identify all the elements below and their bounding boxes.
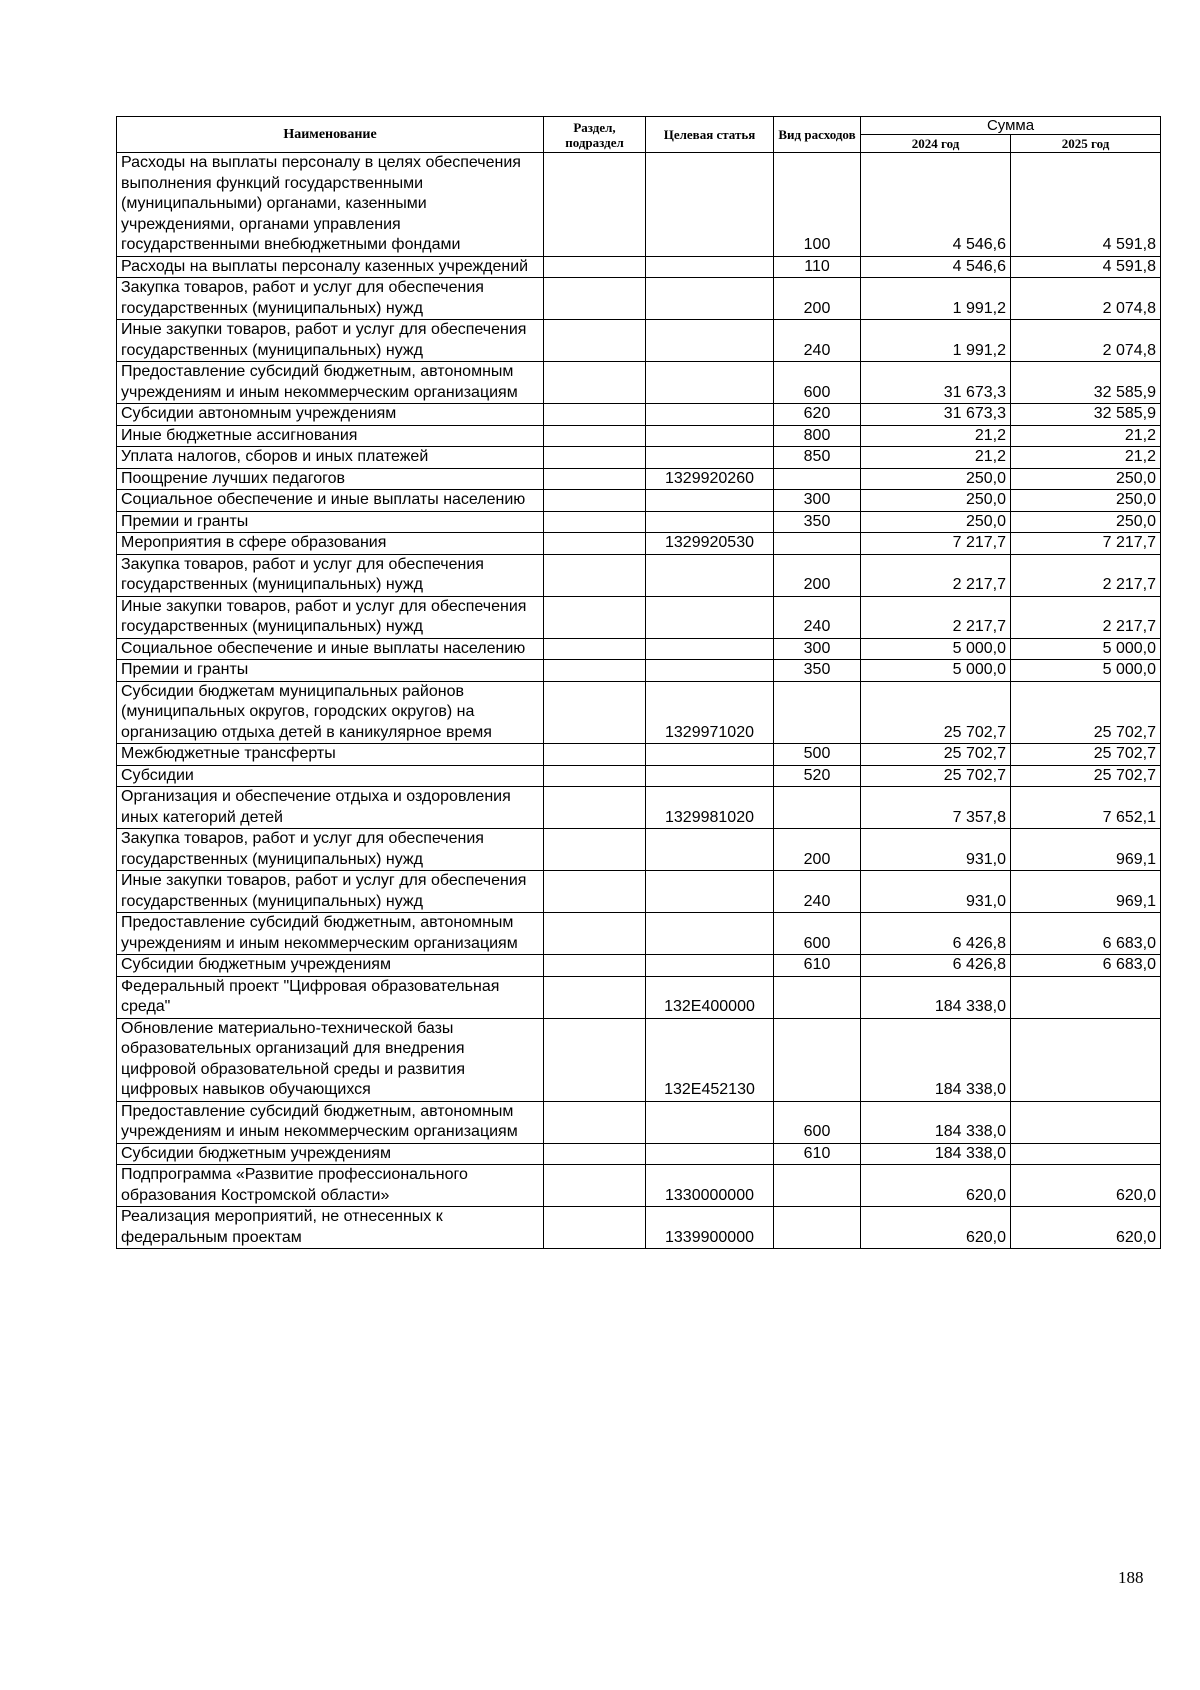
table-row: [117, 468, 1161, 490]
cell-type: 200: [774, 829, 861, 871]
cell-target: 132E400000: [646, 976, 774, 1018]
cell-section: [544, 976, 646, 1018]
cell-target: [646, 638, 774, 660]
cell-name: Субсидии автономным учреждениям: [117, 404, 544, 426]
cell-sum-2024: 7 357,8: [861, 787, 1011, 829]
cell-sum-2024: 4 546,6: [861, 256, 1011, 278]
cell-type: 300: [774, 490, 861, 512]
table-row: [117, 1165, 1161, 1207]
cell-name: Премии и гранты: [117, 511, 544, 533]
table-row: [117, 787, 1161, 829]
cell-type: [774, 681, 861, 744]
budget-table: [116, 116, 1161, 1249]
table-row: [117, 913, 1161, 955]
cell-sum-2025: 6 683,0: [1011, 955, 1161, 977]
header-sum: Сумма: [861, 117, 1161, 135]
table-body: [117, 153, 1161, 1249]
cell-target: [646, 153, 774, 257]
cell-name: Закупка товаров, работ и услуг для обеспечения государственных (муниципальных) нужд: [117, 554, 544, 596]
cell-sum-2024: 7 217,7: [861, 533, 1011, 555]
cell-sum-2025: 2 074,8: [1011, 320, 1161, 362]
cell-type: [774, 1018, 861, 1101]
cell-type: 350: [774, 660, 861, 682]
cell-section: [544, 765, 646, 787]
cell-name: Межбюджетные трансферты: [117, 744, 544, 766]
cell-sum-2024: 184 338,0: [861, 1143, 1011, 1165]
table-row: [117, 871, 1161, 913]
cell-type: [774, 976, 861, 1018]
cell-type: 610: [774, 955, 861, 977]
cell-target: [646, 404, 774, 426]
cell-sum-2025: 25 702,7: [1011, 765, 1161, 787]
cell-type: 350: [774, 511, 861, 533]
cell-target: [646, 955, 774, 977]
cell-type: 200: [774, 278, 861, 320]
cell-section: [544, 596, 646, 638]
table-row: [117, 320, 1161, 362]
table-row: [117, 278, 1161, 320]
cell-name: Социальное обеспечение и иные выплаты населению: [117, 490, 544, 512]
cell-section: [544, 404, 646, 426]
table-row: [117, 1018, 1161, 1101]
cell-sum-2024: 2 217,7: [861, 596, 1011, 638]
cell-target: [646, 596, 774, 638]
cell-target: 1329971020: [646, 681, 774, 744]
cell-type: [774, 1207, 861, 1249]
cell-name: Предоставление субсидий бюджетным, автономным учреждениям и иным некоммерческим организациям: [117, 913, 544, 955]
cell-sum-2024: 6 426,8: [861, 913, 1011, 955]
cell-section: [544, 1101, 646, 1143]
table-row: [117, 638, 1161, 660]
cell-sum-2024: 4 546,6: [861, 153, 1011, 257]
cell-type: 110: [774, 256, 861, 278]
cell-sum-2025: 7 217,7: [1011, 533, 1161, 555]
page-number: 188: [1118, 1568, 1144, 1587]
cell-sum-2024: 184 338,0: [861, 1101, 1011, 1143]
cell-type: 300: [774, 638, 861, 660]
cell-section: [544, 1165, 646, 1207]
cell-section: [544, 660, 646, 682]
cell-section: [544, 447, 646, 469]
cell-section: [544, 871, 646, 913]
cell-type: 600: [774, 913, 861, 955]
cell-target: [646, 278, 774, 320]
cell-sum-2024: 25 702,7: [861, 681, 1011, 744]
cell-name: Закупка товаров, работ и услуг для обеспечения государственных (муниципальных) нужд: [117, 278, 544, 320]
cell-type: 600: [774, 362, 861, 404]
cell-section: [544, 744, 646, 766]
table-row: [117, 1207, 1161, 1249]
cell-section: [544, 533, 646, 555]
cell-target: [646, 1101, 774, 1143]
cell-section: [544, 638, 646, 660]
cell-sum-2025: 250,0: [1011, 468, 1161, 490]
cell-type: 500: [774, 744, 861, 766]
cell-section: [544, 468, 646, 490]
table-row: [117, 596, 1161, 638]
cell-sum-2025: 25 702,7: [1011, 681, 1161, 744]
cell-name: Расходы на выплаты персоналу в целях обеспечения выполнения функций государственными (муниципальными) органами, казенными учреждениями, органами управления государственными внебюджетными фондами: [117, 153, 544, 257]
cell-section: [544, 913, 646, 955]
cell-name: Субсидии бюджетам муниципальных районов (муниципальных округов, городских округов) на организацию отдыха детей в каникулярное время: [117, 681, 544, 744]
table-row: [117, 1143, 1161, 1165]
header-name: Наименование: [117, 117, 544, 153]
cell-section: [544, 153, 646, 257]
table-row: [117, 362, 1161, 404]
cell-section: [544, 1207, 646, 1249]
cell-sum-2024: 25 702,7: [861, 744, 1011, 766]
cell-sum-2025: 5 000,0: [1011, 638, 1161, 660]
cell-sum-2024: 931,0: [861, 829, 1011, 871]
cell-sum-2025: 5 000,0: [1011, 660, 1161, 682]
header-type: Вид расходов: [774, 117, 861, 153]
cell-name: Федеральный проект "Цифровая образовательная среда": [117, 976, 544, 1018]
cell-target: 1329920530: [646, 533, 774, 555]
cell-target: [646, 913, 774, 955]
cell-sum-2025: 969,1: [1011, 871, 1161, 913]
cell-name: Реализация мероприятий, не отнесенных к федеральным проектам: [117, 1207, 544, 1249]
cell-name: Социальное обеспечение и иные выплаты населению: [117, 638, 544, 660]
cell-sum-2025: 32 585,9: [1011, 362, 1161, 404]
cell-target: [646, 554, 774, 596]
table-row: [117, 554, 1161, 596]
table-row: [117, 425, 1161, 447]
cell-type: 200: [774, 554, 861, 596]
cell-target: 1330000000: [646, 1165, 774, 1207]
cell-section: [544, 256, 646, 278]
table-row: [117, 153, 1161, 257]
cell-sum-2025: 6 683,0: [1011, 913, 1161, 955]
cell-sum-2024: 21,2: [861, 447, 1011, 469]
table-row: [117, 829, 1161, 871]
cell-target: 132E452130: [646, 1018, 774, 1101]
cell-section: [544, 511, 646, 533]
table-row: [117, 681, 1161, 744]
cell-section: [544, 320, 646, 362]
table-header: [117, 117, 1161, 153]
table-row: [117, 1101, 1161, 1143]
cell-name: Премии и гранты: [117, 660, 544, 682]
cell-sum-2024: 250,0: [861, 490, 1011, 512]
cell-section: [544, 362, 646, 404]
cell-type: [774, 468, 861, 490]
cell-name: Иные бюджетные ассигнования: [117, 425, 544, 447]
cell-type: 600: [774, 1101, 861, 1143]
cell-target: [646, 871, 774, 913]
cell-sum-2025: [1011, 976, 1161, 1018]
cell-target: 1329920260: [646, 468, 774, 490]
cell-target: [646, 320, 774, 362]
cell-name: Субсидии бюджетным учреждениям: [117, 955, 544, 977]
header-section: Раздел, подраздел: [544, 117, 646, 153]
cell-type: 240: [774, 871, 861, 913]
cell-sum-2024: 5 000,0: [861, 638, 1011, 660]
cell-section: [544, 425, 646, 447]
cell-sum-2024: 1 991,2: [861, 278, 1011, 320]
table-row: [117, 404, 1161, 426]
cell-section: [544, 278, 646, 320]
cell-type: [774, 1165, 861, 1207]
cell-sum-2025: [1011, 1101, 1161, 1143]
table-row: [117, 490, 1161, 512]
cell-target: 1329981020: [646, 787, 774, 829]
cell-name: Иные закупки товаров, работ и услуг для обеспечения государственных (муниципальных) нужд: [117, 596, 544, 638]
cell-target: [646, 1143, 774, 1165]
table-row: [117, 744, 1161, 766]
cell-target: [646, 744, 774, 766]
cell-sum-2024: 31 673,3: [861, 404, 1011, 426]
cell-sum-2024: 6 426,8: [861, 955, 1011, 977]
cell-type: 850: [774, 447, 861, 469]
cell-name: Уплата налогов, сборов и иных платежей: [117, 447, 544, 469]
cell-sum-2024: 31 673,3: [861, 362, 1011, 404]
table-row: [117, 955, 1161, 977]
cell-sum-2024: 250,0: [861, 468, 1011, 490]
cell-sum-2025: 25 702,7: [1011, 744, 1161, 766]
cell-type: 100: [774, 153, 861, 257]
table-row: [117, 765, 1161, 787]
cell-sum-2025: 21,2: [1011, 425, 1161, 447]
cell-type: [774, 787, 861, 829]
cell-name: Расходы на выплаты персоналу казенных учреждений: [117, 256, 544, 278]
cell-target: [646, 447, 774, 469]
cell-sum-2025: 21,2: [1011, 447, 1161, 469]
cell-sum-2025: 2 217,7: [1011, 596, 1161, 638]
cell-target: [646, 362, 774, 404]
cell-sum-2024: 620,0: [861, 1207, 1011, 1249]
cell-sum-2025: 2 217,7: [1011, 554, 1161, 596]
cell-sum-2025: [1011, 1143, 1161, 1165]
cell-section: [544, 1018, 646, 1101]
cell-name: Организация и обеспечение отдыха и оздоровления иных категорий детей: [117, 787, 544, 829]
table-row: [117, 660, 1161, 682]
header-target: Целевая статья: [646, 117, 774, 153]
cell-type: 620: [774, 404, 861, 426]
cell-sum-2024: 250,0: [861, 511, 1011, 533]
cell-type: [774, 533, 861, 555]
table-row: [117, 511, 1161, 533]
cell-type: 610: [774, 1143, 861, 1165]
cell-name: Закупка товаров, работ и услуг для обеспечения государственных (муниципальных) нужд: [117, 829, 544, 871]
cell-name: Мероприятия в сфере образования: [117, 533, 544, 555]
cell-type: 240: [774, 596, 861, 638]
cell-section: [544, 787, 646, 829]
header-year-2024: 2024 год: [861, 135, 1011, 153]
cell-sum-2024: 184 338,0: [861, 1018, 1011, 1101]
table-row: [117, 533, 1161, 555]
cell-section: [544, 681, 646, 744]
cell-name: Предоставление субсидий бюджетным, автономным учреждениям и иным некоммерческим организациям: [117, 1101, 544, 1143]
cell-sum-2025: 620,0: [1011, 1165, 1161, 1207]
cell-sum-2024: 620,0: [861, 1165, 1011, 1207]
cell-target: [646, 660, 774, 682]
cell-type: 240: [774, 320, 861, 362]
cell-sum-2025: 620,0: [1011, 1207, 1161, 1249]
cell-target: 1339900000: [646, 1207, 774, 1249]
cell-sum-2025: 250,0: [1011, 490, 1161, 512]
cell-name: Субсидии бюджетным учреждениям: [117, 1143, 544, 1165]
cell-sum-2024: 5 000,0: [861, 660, 1011, 682]
cell-name: Поощрение лучших педагогов: [117, 468, 544, 490]
cell-name: Иные закупки товаров, работ и услуг для обеспечения государственных (муниципальных) нужд: [117, 871, 544, 913]
cell-name: Обновление материально-технической базы образовательных организаций для внедрения цифровой образовательной среды и развития цифровых навыков обучающихся: [117, 1018, 544, 1101]
cell-target: [646, 425, 774, 447]
cell-name: Иные закупки товаров, работ и услуг для обеспечения государственных (муниципальных) нужд: [117, 320, 544, 362]
cell-target: [646, 256, 774, 278]
cell-name: Предоставление субсидий бюджетным, автономным учреждениям и иным некоммерческим организациям: [117, 362, 544, 404]
cell-section: [544, 490, 646, 512]
cell-sum-2025: 250,0: [1011, 511, 1161, 533]
cell-sum-2025: [1011, 1018, 1161, 1101]
cell-sum-2024: 21,2: [861, 425, 1011, 447]
cell-target: [646, 765, 774, 787]
header-year-2025: 2025 год: [1011, 135, 1161, 153]
cell-sum-2025: 969,1: [1011, 829, 1161, 871]
cell-section: [544, 829, 646, 871]
cell-sum-2024: 2 217,7: [861, 554, 1011, 596]
cell-sum-2024: 931,0: [861, 871, 1011, 913]
cell-target: [646, 829, 774, 871]
cell-sum-2024: 1 991,2: [861, 320, 1011, 362]
cell-target: [646, 511, 774, 533]
cell-sum-2024: 184 338,0: [861, 976, 1011, 1018]
cell-section: [544, 955, 646, 977]
cell-sum-2025: 4 591,8: [1011, 256, 1161, 278]
cell-sum-2025: 2 074,8: [1011, 278, 1161, 320]
cell-sum-2025: 32 585,9: [1011, 404, 1161, 426]
cell-name: Субсидии: [117, 765, 544, 787]
cell-type: 520: [774, 765, 861, 787]
cell-type: 800: [774, 425, 861, 447]
table-row: [117, 976, 1161, 1018]
cell-section: [544, 554, 646, 596]
cell-section: [544, 1143, 646, 1165]
table-row: [117, 256, 1161, 278]
cell-target: [646, 490, 774, 512]
cell-sum-2024: 25 702,7: [861, 765, 1011, 787]
cell-name: Подпрограмма «Развитие профессионального образования Костромской области»: [117, 1165, 544, 1207]
cell-sum-2025: 4 591,8: [1011, 153, 1161, 257]
table-row: [117, 447, 1161, 469]
cell-sum-2025: 7 652,1: [1011, 787, 1161, 829]
